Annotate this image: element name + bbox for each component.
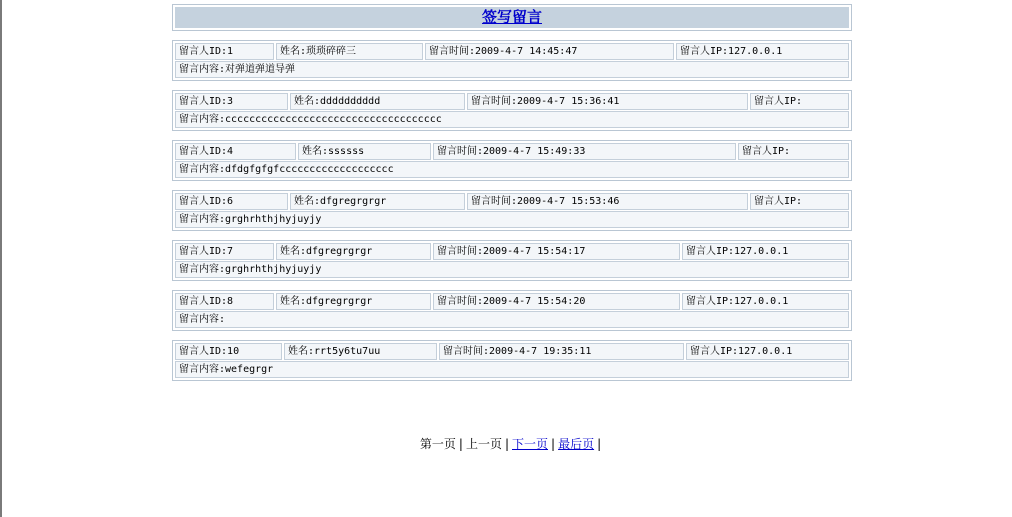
message-id: 留言人ID:8 xyxy=(175,293,274,310)
message-time: 留言时间:2009-4-7 19:35:11 xyxy=(439,343,684,360)
message-ip: 留言人IP:127.0.0.1 xyxy=(686,343,849,360)
message-ip: 留言人IP: xyxy=(738,143,849,160)
message-ip: 留言人IP:127.0.0.1 xyxy=(676,43,849,60)
prev-page-text: 上一页 xyxy=(465,437,502,451)
message-content-row xyxy=(175,61,849,78)
message-time: 留言时间:2009-4-7 15:54:17 xyxy=(433,243,680,260)
message-time: 留言时间:2009-4-7 15:53:46 xyxy=(467,193,748,210)
message-meta-row xyxy=(175,93,849,110)
message-entry xyxy=(172,190,852,231)
message-content-row xyxy=(175,111,849,128)
title-bar-inner xyxy=(175,7,849,28)
message-time: 留言时间:2009-4-7 14:45:47 xyxy=(425,43,674,60)
message-id: 留言人ID:10 xyxy=(175,343,282,360)
message-time: 留言时间:2009-4-7 15:36:41 xyxy=(467,93,748,110)
message-meta-row xyxy=(175,293,849,310)
message-author: 姓名:琐琐碎碎三 xyxy=(276,43,423,60)
message-id: 留言人ID:6 xyxy=(175,193,288,210)
message-author: 姓名:dfgregrgrgr xyxy=(290,193,465,210)
pager-separator: | xyxy=(551,437,556,451)
message-content: 留言内容: xyxy=(175,311,849,328)
message-content-row xyxy=(175,311,849,328)
pagination xyxy=(172,435,852,452)
message-entry xyxy=(172,140,852,181)
pager-separator: | xyxy=(597,437,602,451)
message-time: 留言时间:2009-4-7 15:54:20 xyxy=(433,293,680,310)
guestbook-container xyxy=(172,4,852,381)
message-content: 留言内容:grghrhthjhyjuyjy xyxy=(175,261,849,278)
message-meta-row xyxy=(175,143,849,160)
message-time: 留言时间:2009-4-7 15:49:33 xyxy=(433,143,736,160)
message-id: 留言人ID:4 xyxy=(175,143,296,160)
message-meta-row xyxy=(175,243,849,260)
next-page-link[interactable]: 下一页 xyxy=(512,437,549,451)
message-id: 留言人ID:3 xyxy=(175,93,288,110)
message-content: 留言内容:wefegrgr xyxy=(175,361,849,378)
message-ip: 留言人IP:127.0.0.1 xyxy=(682,293,849,310)
sign-guestbook-link[interactable]: 签写留言 xyxy=(481,8,542,26)
first-page-text: 第一页 xyxy=(419,437,456,451)
message-content-row xyxy=(175,361,849,378)
message-content: 留言内容:grghrhthjhyjuyjy xyxy=(175,211,849,228)
message-meta-row xyxy=(175,193,849,210)
message-ip: 留言人IP: xyxy=(750,193,849,210)
message-content: 留言内容:dfdgfgfgfccccccccccccccccccc xyxy=(175,161,849,178)
message-entry xyxy=(172,240,852,281)
message-content-row xyxy=(175,261,849,278)
message-meta-row xyxy=(175,343,849,360)
message-author: 姓名:dddddddddd xyxy=(290,93,465,110)
message-entry xyxy=(172,40,852,81)
message-author: 姓名:dfgregrgrgr xyxy=(276,243,431,260)
message-author: 姓名:ssssss xyxy=(298,143,431,160)
last-page-link[interactable]: 最后页 xyxy=(558,437,595,451)
pager-separator: | xyxy=(458,437,463,451)
message-id: 留言人ID:1 xyxy=(175,43,274,60)
message-entry xyxy=(172,90,852,131)
message-entry xyxy=(172,290,852,331)
message-ip: 留言人IP:127.0.0.1 xyxy=(682,243,849,260)
message-content: 留言内容:对弹道弹道导弹 xyxy=(175,61,849,78)
message-entry xyxy=(172,340,852,381)
message-id: 留言人ID:7 xyxy=(175,243,274,260)
message-content: 留言内容:cccccccccccccccccccccccccccccccccccc xyxy=(175,111,849,128)
message-author: 姓名:rrt5y6tu7uu xyxy=(284,343,437,360)
message-author: 姓名:dfgregrgrgr xyxy=(276,293,431,310)
message-ip: 留言人IP: xyxy=(750,93,849,110)
pager-separator: | xyxy=(504,437,509,451)
message-content-row xyxy=(175,211,849,228)
message-content-row xyxy=(175,161,849,178)
title-bar xyxy=(172,4,852,31)
message-meta-row xyxy=(175,43,849,60)
